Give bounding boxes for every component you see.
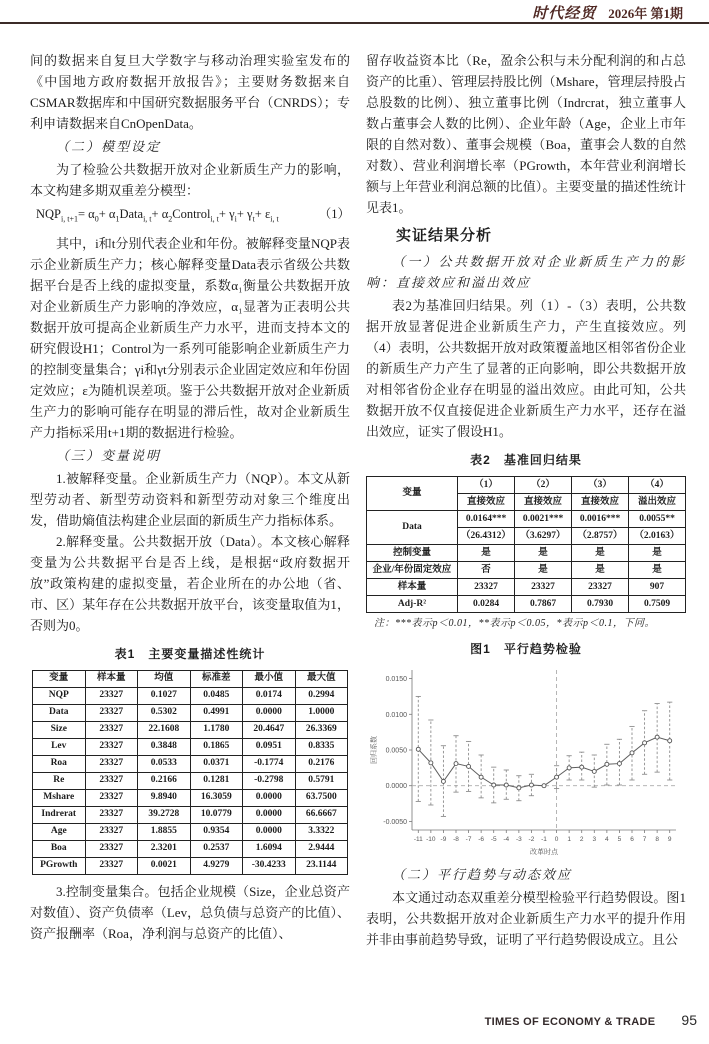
table1-cell: Boa (33, 840, 86, 857)
table1-header-cell: 变量 (33, 670, 86, 687)
subsection-heading-variables: （三）变量说明 (56, 447, 162, 463)
table1-cell: 0.2994 (295, 687, 348, 704)
table1-cell: 23327 (85, 721, 138, 738)
table1-cell: Lev (33, 738, 86, 755)
table1-cell: 16.3059 (190, 789, 243, 806)
table1-cell: Data (33, 704, 86, 721)
table1-cell: 0.3848 (138, 738, 191, 755)
table2-cell: 0.0284 (458, 596, 515, 613)
equation-body: $NQP_{i, t+1}= \alpha_0+$ $\alpha_1Data_{i, t}+$ $\alpha_2Control_{i, t}+ \gamma_i+ \gamma_t+ \varepsilon_{i, t}$ (36, 207, 279, 224)
table1-cell: 2.3201 (138, 840, 191, 857)
paragraph: 其中，i和t分别代表企业和年份。被解释变量NQP表示企业新质生产力；核心解释变量Data表示省级公共数据平台是否上线的虚拟变量，系数α₁衡量公共数据开放对企业新质生产力影响的净效应，α₁显著为正表明公共数据开放可提高企业新质生产力水平，进而支持本文的研究假设H1；Control为一系列可能影响企业新质生产力的控制变量集合；γi和γt分别表示企业固定效应和年份固定效应；ε为随机误差项。鉴于公共数据开放对企业新质生产力的影响可能存在明显的滞后性，故对企业新质生产力指标采用t+1期的数据进行检验。 (30, 235, 350, 440)
table1-row (33, 755, 348, 772)
table1-cell: 1.6094 (243, 840, 296, 857)
table2-cell: 直接效应 (515, 494, 572, 511)
svg-text:7: 7 (642, 836, 647, 843)
table2-cell: 0.7509 (629, 596, 686, 613)
table2-cell: 907 (629, 579, 686, 596)
svg-text:0.0000: 0.0000 (385, 783, 407, 791)
table1-cell: 0.9354 (190, 823, 243, 840)
svg-text:-0.0050: -0.0050 (383, 818, 407, 826)
equation-number: （1） (318, 207, 350, 221)
table1-cell: 0.0021 (138, 857, 191, 874)
table1-cell: 0.0000 (243, 704, 296, 721)
table1-cell: -0.2798 (243, 772, 296, 789)
svg-text:8: 8 (655, 836, 659, 843)
svg-text:1: 1 (567, 836, 571, 843)
table2-row (367, 511, 686, 528)
table2-cell: 是 (629, 562, 686, 579)
table1 (32, 670, 348, 875)
table1-cell: 1.0000 (295, 704, 348, 721)
table2-cell: 是 (458, 545, 515, 562)
table1-cell: 20.4647 (243, 721, 296, 738)
table1-header-cell: 样本量 (85, 670, 138, 687)
table2-cell: （4） (629, 477, 686, 494)
y-axis-label: 回归系数 (371, 736, 378, 764)
table1-row (33, 704, 348, 721)
table1-header-row (33, 670, 348, 687)
table2-row (367, 545, 686, 562)
table2-cell: 直接效应 (458, 494, 515, 511)
table1-header-cell: 标准差 (190, 670, 243, 687)
table1-cell: 63.7500 (295, 789, 348, 806)
table2-cell: 直接效应 (572, 494, 629, 511)
svg-text:-4: -4 (503, 836, 510, 843)
svg-text:-3: -3 (515, 836, 522, 843)
table1-cell: 4.9279 (190, 857, 243, 874)
paragraph: 为了检验公共数据开放对企业新质生产力的影响，本文构建多期双重差分模型： (30, 162, 350, 198)
svg-text:-7: -7 (465, 836, 472, 843)
table1-cell: 0.0174 (243, 687, 296, 704)
table1-header-cell: 最大值 (295, 670, 348, 687)
header-rule (0, 22, 709, 24)
svg-text:-5: -5 (490, 836, 497, 843)
table2-cell: 23327 (515, 579, 572, 596)
table2-cell: （2.8757） (572, 528, 629, 545)
table1-cell: PGrowth (33, 857, 86, 874)
table1-row (33, 789, 348, 806)
table1-cell: 0.5302 (138, 704, 191, 721)
table2-caption: 表2 基准回归结果 (470, 453, 582, 467)
table1-cell: 26.3369 (295, 721, 348, 738)
table1-row (33, 823, 348, 840)
table1-cell: 0.0951 (243, 738, 296, 755)
svg-text:-2: -2 (528, 836, 535, 843)
table1-cell: 23.1144 (295, 857, 348, 874)
svg-text:0: 0 (554, 836, 559, 843)
svg-text:5: 5 (617, 836, 622, 843)
parallel-trend-chart (366, 662, 686, 860)
table2-row (367, 477, 686, 494)
table2-cell: （2.0163） (629, 528, 686, 545)
table1-cell: NQP (33, 687, 86, 704)
paragraph: 3.控制变量集合。包括企业规模（Size，企业总资产对数值）、资产负债率（Lev，总负债与总资产的比值）、资产报酬率（Roa，净利润与总资产的比值）、 (30, 883, 350, 941)
table1-cell: -30.4233 (243, 857, 296, 874)
table1-cell: 23327 (85, 755, 138, 772)
figure1-caption: 图1 平行趋势检验 (470, 642, 582, 656)
table1-cell: 1.8855 (138, 823, 191, 840)
table1-row (33, 806, 348, 823)
table2-cell: 23327 (458, 579, 515, 596)
journal-name: 时代经贸 (532, 6, 597, 22)
table2-cell: Adj-R² (367, 596, 458, 613)
table2-cell: 0.0055** (629, 511, 686, 528)
svg-text:4: 4 (605, 836, 609, 843)
table1-cell: 23327 (85, 704, 138, 721)
table1-cell: 66.6667 (295, 806, 348, 823)
table2-cell: （3.6297） (515, 528, 572, 545)
svg-text:3: 3 (592, 836, 597, 843)
page-number: 95 (681, 1012, 697, 1028)
table1-cell: 23327 (85, 857, 138, 874)
table2-cell: 是 (515, 562, 572, 579)
table1-cell: 39.2728 (138, 806, 191, 823)
table1-header-cell: 最小值 (243, 670, 296, 687)
table2-row (367, 579, 686, 596)
coefficient-markers (416, 735, 671, 790)
svg-text:-8: -8 (453, 836, 459, 843)
table2-note: 注：***表示p＜0.01，**表示p＜0.05，*表示p＜0.1，下同。 (374, 618, 655, 629)
table1-cell: 0.2537 (190, 840, 243, 857)
svg-text:9: 9 (667, 836, 672, 843)
table1-cell: 23327 (85, 789, 138, 806)
table1-cell: 23327 (85, 823, 138, 840)
table1-row (33, 687, 348, 704)
table1-cell: 9.8940 (138, 789, 191, 806)
svg-text:-6: -6 (478, 836, 485, 843)
svg-text:6: 6 (630, 836, 634, 843)
table1-cell: 0.4991 (190, 704, 243, 721)
table1-cell: 23327 (85, 840, 138, 857)
paragraph: 表2为基准回归结果。列（1）-（3）表明，公共数据开放显著促进企业新质生产力，产生直接效应。列（4）表明，公共数据开放对政策覆盖地区相邻省份企业的新质生产力产生了显著的正向影响，即公共数据开放对相邻省份企业存在明显的溢出效应。由此可知，公共数据开放不仅直接促进企业新质生产力水平，还存在溢出效应，证实了假设H1。 (366, 298, 686, 439)
table1-cell: 10.0779 (190, 806, 243, 823)
table2 (366, 476, 686, 613)
svg-text:0.0100: 0.0100 (385, 711, 407, 719)
table2-cell: （2） (515, 477, 572, 494)
table2-cell: 溢出效应 (629, 494, 686, 511)
table1-cell: 3.3322 (295, 823, 348, 840)
table1-cell: 0.1865 (190, 738, 243, 755)
confidence-intervals (416, 696, 673, 816)
subsection-heading-model: （二）模型设定 (56, 139, 162, 154)
table1-cell: Size (33, 721, 86, 738)
table1-cell: 23327 (85, 806, 138, 823)
table1-cell: Indrerat (33, 806, 86, 823)
table1-cell: 0.0533 (138, 755, 191, 772)
table2-row (367, 562, 686, 579)
paragraph: 1.被解释变量。企业新质生产力（NQP）。本文从新型劳动者、新型劳动资料和新型劳动对象三个维度出发，借助熵值法构建企业层面的新质生产力指标体系。 (30, 470, 350, 528)
table1-cell: 0.1281 (190, 772, 243, 789)
table2-cell: （1） (458, 477, 515, 494)
table1-cell: 0.8335 (295, 738, 348, 755)
table2-cell: 是 (515, 545, 572, 562)
table1-row (33, 721, 348, 738)
footer-journal-english: TIMES OF ECONOMY & TRADE (484, 1016, 656, 1028)
table1-cell: 0.0000 (243, 823, 296, 840)
table2-cell: 是 (572, 545, 629, 562)
table2-cell: （26.4312） (458, 528, 515, 545)
svg-text:-10: -10 (426, 836, 436, 843)
paragraph: 间的数据来自复旦大学数字与移动治理实验室发布的《中国地方政府数据开放报告》；主要财务数据来自CSMAR数据库和中国研究数据服务平台（CNRDS）；专利申请数据来自CnOpenData。 (30, 53, 350, 131)
table1-cell: Mshare (33, 789, 86, 806)
table1-cell: Re (33, 772, 86, 789)
svg-text:0.0150: 0.0150 (385, 676, 407, 684)
table1-cell: 2.9444 (295, 840, 348, 857)
table1-cell: 0.2166 (138, 772, 191, 789)
table1-cell: 0.1027 (138, 687, 191, 704)
table1-row (33, 738, 348, 755)
table2-cell: 否 (458, 562, 515, 579)
svg-text:-9: -9 (440, 836, 447, 843)
table1-cell: 23327 (85, 687, 138, 704)
table1-cell: Roa (33, 755, 86, 772)
svg-text:-11: -11 (413, 836, 423, 843)
subsection-heading-direct-spillover: （一）公共数据开放对企业新质生产力的影响：直接效应和溢出效应 (366, 254, 686, 290)
table2-cell: 是 (572, 562, 629, 579)
table2-cell: 0.7867 (515, 596, 572, 613)
table1-row (33, 840, 348, 857)
table1-cell: 23327 (85, 772, 138, 789)
table1-cell: -0.1774 (243, 755, 296, 772)
paragraph: 2.解释变量。公共数据开放（Data）。本文核心解释变量为公共数据平台是否上线，是根据“政府数据开放”政策构建的虚拟变量，若企业所在的办公地（省、市、区）某年存在公共数据开放平台，该变量取值为1，否则为0。 (30, 533, 350, 633)
table1-cell: 23327 (85, 738, 138, 755)
paragraph: 本文通过动态双重差分模型检验平行趋势假设。图1表明，公共数据开放对企业新质生产力水平的提升作用并非由事前趋势导致，证明了平行趋势假设成立。且公 (366, 890, 686, 947)
table2-cell: 0.0016*** (572, 511, 629, 528)
table1-cell: 1.1780 (190, 721, 243, 738)
figure1-chart (366, 662, 686, 860)
table2-cell: 23327 (572, 579, 629, 596)
svg-text:0.0050: 0.0050 (385, 747, 407, 755)
table2-cell: （3） (572, 477, 629, 494)
table1-cell: 22.1608 (138, 721, 191, 738)
table1-cell: 0.0000 (243, 806, 296, 823)
left-column (30, 50, 350, 944)
x-axis-label: 改革时点 (530, 849, 558, 856)
table1-cell: 0.0000 (243, 789, 296, 806)
table2-cell: 样本量 (367, 579, 458, 596)
section-heading-results: 实证结果分析 (396, 227, 493, 244)
subsection-heading-parallel-trend: （二）平行趋势与动态效应 (392, 867, 573, 882)
right-column (366, 50, 686, 950)
table2-cell: 0.0164*** (458, 511, 515, 528)
table1-header-cell: 均值 (138, 670, 191, 687)
table2-cell: 是 (629, 545, 686, 562)
table1-row (33, 772, 348, 789)
table1-cell: 0.2176 (295, 755, 348, 772)
table1-cell: 0.5791 (295, 772, 348, 789)
equation-1 (30, 204, 350, 230)
page-header (532, 2, 683, 23)
table2-cell: 变量 (367, 477, 458, 511)
table1-cell: 0.0485 (190, 687, 243, 704)
table1-cell: 0.0371 (190, 755, 243, 772)
table2-cell: 控制变量 (367, 545, 458, 562)
page-footer (485, 1012, 697, 1028)
table1-caption: 表1 主要变量描述性统计 (114, 646, 266, 661)
journal-issue: 2026年 第1期 (608, 6, 683, 21)
table2-cell: 0.0021*** (515, 511, 572, 528)
table2-cell: 0.7930 (572, 596, 629, 613)
svg-text:2: 2 (579, 836, 584, 843)
table2-cell: 企业/年份固定效应 (367, 562, 458, 579)
table1-row (33, 857, 348, 874)
paragraph: 留存收益资本比（Re，盈余公积与未分配利润的和占总资产的比重）、管理层持股比例（Mshare，管理层持股占总股数的比例）、独立董事比例（Indrcrat，独立董事人数占董事会人数的比例）、企业年龄（Age，企业上市年限的自然对数）、董事会规模（Boa，董事会人数的自然对数）、营业利润增长率（PGrowth，本年营业利润增长额与上年营业利润总额的比值）。主要变量的描述性统计见表1。 (366, 53, 686, 215)
table1-cell: Age (33, 823, 86, 840)
table2-cell: Data (367, 511, 458, 545)
svg-text:-1: -1 (541, 836, 547, 843)
table2-row (367, 596, 686, 613)
